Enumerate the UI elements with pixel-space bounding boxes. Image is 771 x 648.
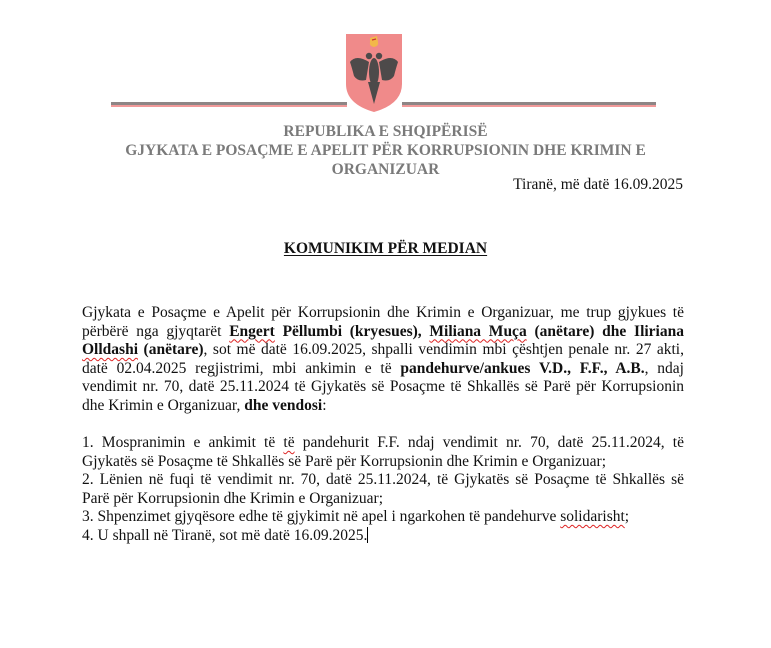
decision-item-1-cont: Gjykatës së Posaçme të Shkallës së Parë për Korrupsionin dhe Krimin e Organizuar; <box>82 452 606 470</box>
judge-name-3: Olldashi <box>82 341 138 358</box>
albanian-emblem-icon <box>344 32 404 114</box>
header-republic: REPUBLIKA E SHQIPËRISË <box>283 123 488 140</box>
body-line: datë 02.04.2025 regjistrimi, mbi ankimin e të pandehurve/ankues V.D., F.F., A.B., ndaj <box>82 359 684 377</box>
place-date: Tiranë, më datë 16.09.2025 <box>513 176 683 193</box>
decision-item-4[interactable]: 4. U shpall në Tiranë, sot më datë 16.09.2025. <box>82 526 368 544</box>
decision-item-2-cont: Parë për Korrupsionin dhe Krimin e Organizuar; <box>82 489 384 507</box>
document-title: KOMUNIKIM PËR MEDIAN <box>283 240 488 257</box>
body-line: vendimit nr. 70, datë 25.11.2024 të Gjykatës së Posaçme të Shkallës së Parë për Korrupsionin <box>82 378 684 395</box>
body-line: përbërë nga gjyqtarët Engert Pëllumbi (kryesues), Miliana Muça (anëtare) dhe Iliriana <box>82 322 684 340</box>
header-court: GJYKATA E POSAÇME E APELIT PËR KORRUPSIONIN DHE KRIMIN E <box>125 142 646 159</box>
text-cursor <box>367 527 368 543</box>
header-rule-right <box>402 102 656 107</box>
decision-item-1: 1. Mospranimin e ankimit të të pandehurit F.F. ndaj vendimit nr. 70, datë 25.11.2024, të <box>82 434 684 451</box>
judge-name-2: Miliana Muça <box>429 322 527 340</box>
decision-item-2: 2. Lënien në fuqi të vendimit nr. 70, datë 25.11.2024, të Gjykatës së Posaçme të Shkallës së <box>82 471 684 488</box>
body-line: Gjykata e Posaçme e Apelit për Korrupsionin dhe Krimin e Organizuar, me trup gjykues të <box>82 304 684 321</box>
header-court-cont: ORGANIZUAR <box>331 161 440 178</box>
body-line: Olldashi (anëtare), sot më datë 16.09.2025, shpalli vendimin mbi çështjen penale nr. 27 akti, <box>82 341 684 358</box>
judge-name-1: Engert <box>229 322 275 340</box>
defendants: pandehurve/ankues V.D., F.F., A.B. <box>400 359 645 377</box>
decision-item-3: 3. Shpenzimet gjyqësore edhe të gjykimit në apel i ngarkohen të pandehurve solidarisht; <box>82 508 630 525</box>
body-line: dhe Krimin e Organizuar, dhe vendosi: <box>82 396 327 414</box>
header-rule-left <box>111 102 347 107</box>
